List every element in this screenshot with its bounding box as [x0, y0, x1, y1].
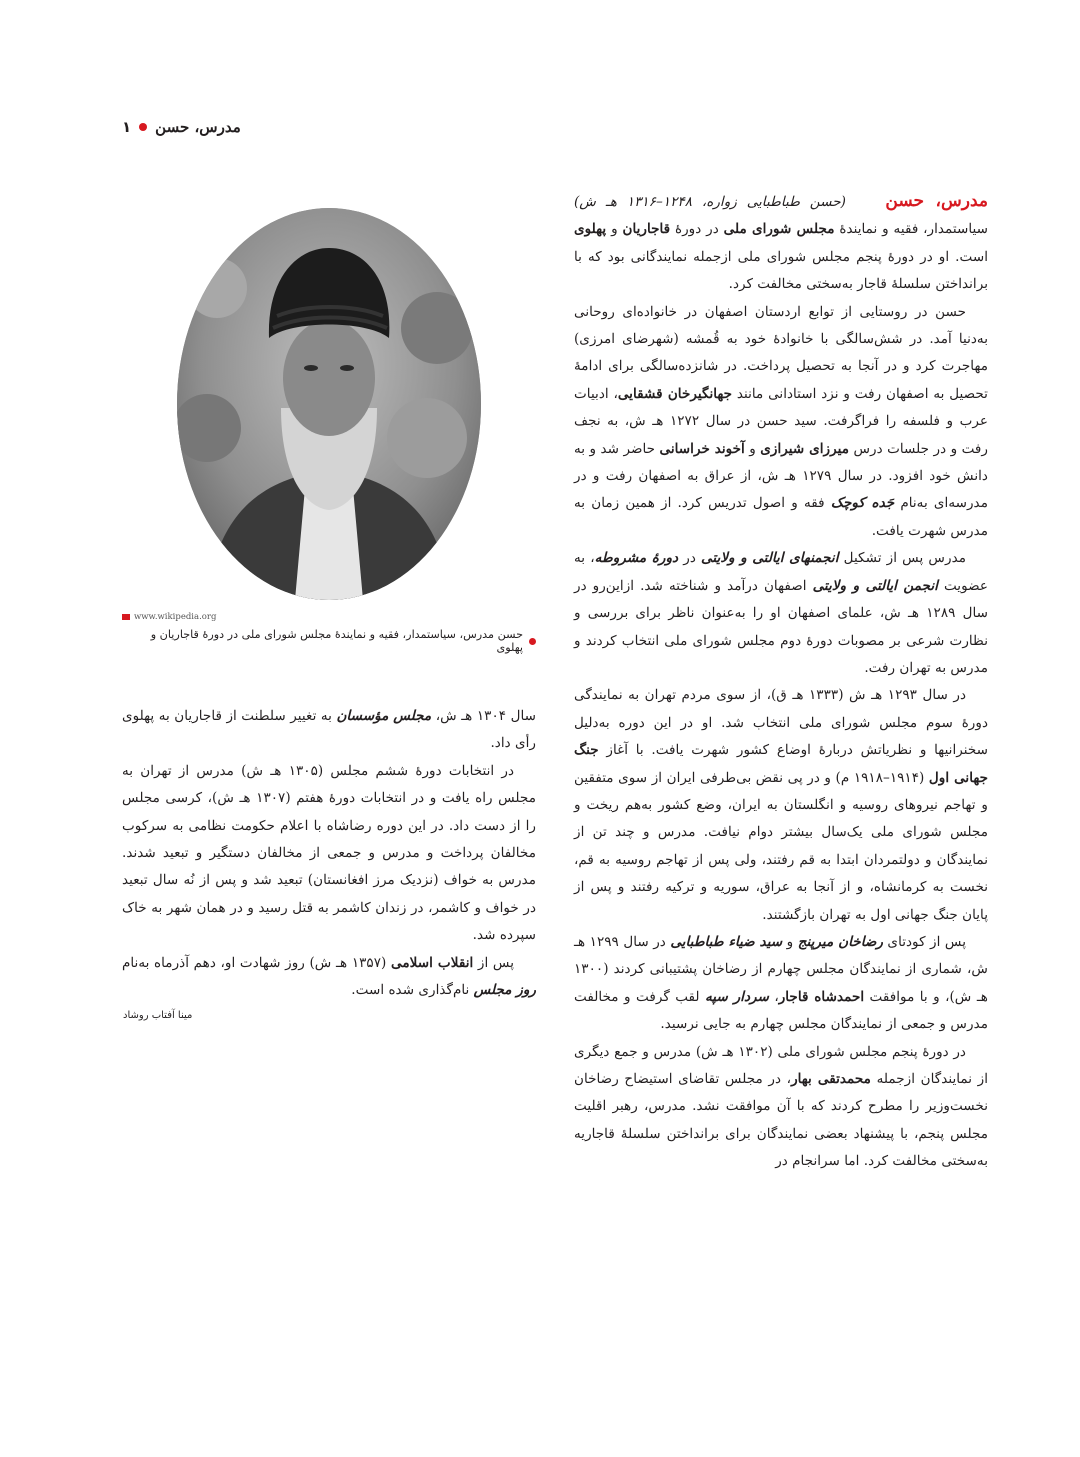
text-run: و [606, 221, 623, 238]
paragraph-1 [574, 188, 988, 299]
paragraph-7 [122, 703, 536, 758]
paragraph-6 [574, 1039, 988, 1176]
page-number: ۱ [122, 118, 132, 136]
text-bold-italic: رضاخان میرپنج [797, 933, 883, 950]
text-run: سال ۱۳۰۴ هـ ش، [431, 708, 536, 724]
paragraph-8 [122, 758, 536, 950]
text-bold: میرزای شیرازی [760, 440, 849, 457]
text-run: (۱۳۵۷ هـ ش) روز شهادت او، دهم آذرماه به‌نام [122, 954, 391, 971]
text-run: و [782, 933, 798, 950]
paragraph-3 [574, 545, 988, 682]
text-run: فقه و اصول تدریس کرد. از همین زمان به مدرس شهرت یافت. [574, 495, 988, 539]
entry-headword: مدرس، حسن [885, 191, 988, 211]
text-bold: مجلس شورای ملی [723, 221, 835, 238]
text-bold-italic: دورهٔ مشروطه [594, 550, 679, 567]
text-bold: انقلاب اسلامی [391, 954, 474, 971]
text-bold: جهانگیرخان قشقایی [617, 385, 733, 402]
running-head [122, 118, 241, 136]
text-bold-italic: سردار سپه [705, 988, 769, 1005]
article-column-right [574, 188, 988, 1176]
entry-meta: (حسن طباطبایی زواره، ۱۲۴۸–۱۳۱۶ هـ ش) [574, 194, 846, 210]
photo-caption-text: حسن مدرس، سیاستمدار، فقیه و نمایندهٔ مجلس شورای ملی در دورهٔ قاجاریان و پهلوی [150, 628, 523, 654]
text-run: است. او در دورهٔ پنجم مجلس شورای ملی ازجمله نمایندگانی بود که با برانداختن سلسلهٔ قاجار به‌سختی مخالفت کرد. [574, 248, 988, 293]
text-bold: آخوند خراسانی [659, 440, 745, 457]
text-run: پس از [473, 954, 515, 971]
text-bold-italic: انجمن ایالتی و ولایتی [812, 577, 938, 594]
text-run: (۱۹۱۴–۱۹۱۸ م) و در پی نقض بی‌طرفی ایران از سوی متفقین و تهاجم نیروهای روسیه و انگلستان به ایران، وضع کشور به‌هم ریخت و مجلس شورای ملی یک‌سال بیشتر دوام نیافت. مدرس و چند تن از نمایندگان و دولتمردان ابتدا به قم رفتند، ولی پس از تهاجم روسیه به قم، نخست به کرمانشاه، و از آنجا به عراق، سوریه و ترکیه رفتند و پس از پایان جنگ جهانی اول به تهران بازگشتند. [574, 769, 988, 923]
text-run: مدرس پس از تشکیل [838, 550, 966, 567]
text-run: در انتخابات دورهٔ ششم مجلس (۱۳۰۵ هـ ش) مدرس از تهران به مجلس راه یافت و در انتخابات دورهٔ هفتم (۱۳۰۷ هـ ش)، کرسی مجلس را از دست داد. در این دوره رضاشاه با اعلام حکومت نظامی به سرکوب مخالفان پرداخت و مدرس و جمعی از مخالفان دستگیر و تبعید شدند. مدرس به خواف (نزدیک مرز افغانستان) تبعید شد و پس از نُه سال تبعید در خواف و کاشمر، در زندان کاشمر به قتل رسید و در همان شهر به خاک سپرده شد. [122, 762, 536, 944]
red-bullet-icon [529, 638, 536, 645]
spacer [856, 194, 876, 210]
text-bold: احمدشاه قاجار [778, 988, 865, 1005]
paragraph-9 [122, 950, 536, 1005]
text-bold-italic: مجلس مؤسسان [336, 708, 432, 724]
text-bold: جنگ جهانی اول [574, 742, 989, 786]
text-run: حسن در روستایی از توابع اردستان اصفهان در خانواده‌ای روحانی به‌دنیا آمد. در شش‌سالگی با خانوادهٔ خود به قُمشه (شهرضای امرزی) مهاجرت کرد و در آنجا به تحصیل پرداخت. در شانزده‌سالگی برای ادامهٔ تحصیل به اصفهان رفت و نزد استادانی مانند [574, 303, 988, 402]
text-run: به تغییر سلطنت از قاجاریان به پهلوی رأی داد. [122, 708, 536, 752]
text-bold-italic: جَده کوچک [830, 495, 895, 512]
camera-icon [122, 614, 130, 620]
red-bullet-icon [139, 123, 147, 131]
text-run: سیاستمدار، فقیه و نمایندهٔ [834, 221, 989, 238]
photo-credit-text: www.wikipedia.org [134, 612, 217, 622]
text-run: ، به عضویت [574, 550, 989, 594]
running-head-title: مدرس، حسن [155, 118, 241, 136]
portrait-photo [177, 208, 481, 600]
text-run: در سال ۱۲۹۳ هـ ش (۱۳۳۳ هـ ق)، از سوی مردم تهران به نمایندگی دورهٔ سوم مجلس شورای ملی انتخاب شد. او در این دوره به‌دلیل سخنرانیها و نظریاتش دربارهٔ اوضاع کشور شهرت یافت. با آغاز [574, 687, 988, 759]
paragraph-5 [574, 929, 988, 1039]
paragraph-4 [574, 682, 988, 929]
text-bold: محمدتقی بهار [791, 1071, 871, 1087]
text-run: پس از کودتای [882, 933, 966, 950]
text-run: در دورهٔ پنجم مجلس شورای ملی (۱۳۰۲ هـ ش) مدرس و جمع دیگری از نمایندگان ازجمله [574, 1043, 988, 1087]
text-bold: پهلوی [574, 221, 607, 238]
text-run: ، ادبیات عرب و فلسفه را فراگرفت. سید حسن در سال ۱۲۷۲ هـ ش، به نجف رفت و در جلسات درس [574, 385, 988, 457]
text-run: حاضر شد و به دانش خود افزود. در سال ۱۲۷۹ هـ ش، از عراق به اصفهان رفت و در مدرسه‌ای به‌نام [574, 440, 988, 512]
portrait-illustration [177, 208, 481, 600]
author-signature: مینا آفتاب روشاد [123, 1010, 193, 1021]
article-column-left [122, 703, 536, 1004]
text-run: در سال ۱۲۹۹ هـ ش، شماری از نمایندگان مجلس چهارم از رضاخان پشتیبانی کردند (۱۳۰۰ هـ ش)، و با موافقت [574, 933, 988, 1005]
text-bold-italic: انجمنهای ایالتی و ولایتی [701, 550, 839, 567]
text-run: و [744, 440, 761, 457]
paragraph-2 [574, 299, 988, 546]
text-bold-italic: روز مجلس [473, 982, 536, 999]
photo-credit [122, 612, 216, 622]
text-bold-italic: سید ضیاء طباطبایی [670, 933, 783, 950]
text-run: اصفهان درآمد و شناخته شد. ازاین‌رو در سال ۱۲۸۹ هـ ش، علمای اصفهان او را به‌عنوان ناظر برای بررسی و نظارت شرعی بر مصوبات دورهٔ دوم مجلس شورای ملی انتخاب کردند و مدرس به تهران رفت. [574, 577, 988, 676]
photo-caption [122, 628, 536, 654]
text-run: نام‌گذاری شده است. [351, 982, 474, 999]
text-run: لقب گرفت و مخالفت مدرس و جمعی از نمایندگان مجلس چهارم به جایی نرسید. [574, 988, 988, 1033]
text-bold: قاجاریان [622, 221, 671, 238]
text-run: ، در مجلس تقاضای استیضاح رضاخان نخست‌وزیر را مطرح کردند که با آن موافقت نشد. مدرس، رهبر اقلیت مجلس پنجم، با پیشنهاد بعضی نمایندگان برای برانداختن سلسلهٔ قاجاریه به‌سختی مخالفت کرد. اما سرانجام در [574, 1071, 988, 1170]
text-run: در [678, 550, 702, 567]
text-run: ، [768, 988, 779, 1005]
text-run: در دورهٔ [670, 221, 724, 238]
